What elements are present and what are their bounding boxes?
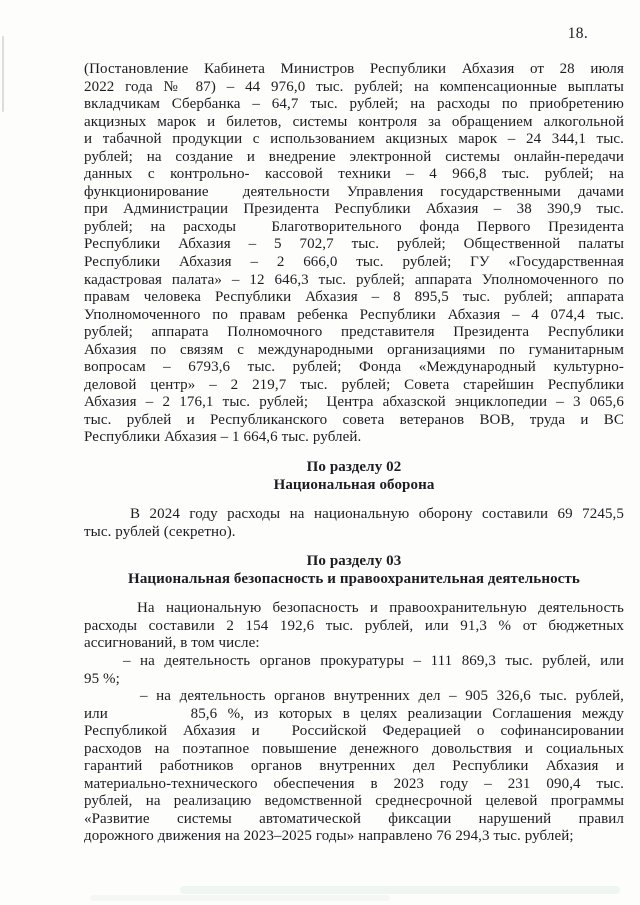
text-line: гарантий работников органов внутренних дел Республики Абхазия и — [84, 758, 624, 775]
paragraph — [84, 61, 624, 447]
text-line: деловой центр» – 2 219,7 тыс. рублей; Совета старейшин Республики — [84, 376, 624, 393]
heading-line: По разделу 03 — [306, 553, 402, 570]
scan-smudge-artifact — [90, 895, 390, 901]
heading-line: По разделу 02 — [306, 459, 402, 476]
text-line: – на деятельность органов внутренних дел – 905 326,6 тыс. рублей, — [140, 688, 624, 705]
text-line: вопросам – 6793,6 тыс. рублей; Фонда «Международный культурно- — [84, 359, 624, 376]
text-line: Республики Абхазия – 1 664,6 тыс. рублей. — [84, 429, 362, 446]
heading-line: Национальная оборона — [273, 476, 435, 493]
paragraph — [84, 600, 624, 653]
page-number: 18. — [567, 25, 588, 42]
text-line: правам человека Республики Абхазия – 8 895,5 тыс. рублей; аппарата — [84, 289, 624, 306]
text-line: «Развитие системы автоматической фиксации нарушений правил — [84, 810, 624, 827]
text-line: материально-технического обеспечения в 2023 году – 231 090,4 тыс. — [84, 775, 624, 792]
text-line: рублей, на реализацию ведомственной среднесрочной целевой программы — [84, 793, 624, 810]
text-line: Республики Абхазия – 5 702,7 тыс. рублей; Общественной палаты — [84, 236, 624, 253]
text-line: 2022 года № 87) – 44 976,0 тыс. рублей; на компенсационные выплаты — [84, 78, 624, 95]
text-line: дорожного движения на 2023–2025 годы» направлено 76 294,3 тыс. рублей; — [84, 828, 574, 845]
scan-edge-artifact — [2, 36, 4, 112]
text-line: вкладчикам Сбербанка – 64,7 тыс. рублей; на расходы по приобретению — [84, 96, 624, 113]
text-line: акцизных марок и билетов, системы контроля за обращением алкогольной — [84, 113, 624, 130]
text-line: – на деятельность органов прокуратуры – 111 869,3 тыс. рублей, или — [123, 652, 624, 669]
text-line: Абхазия – 2 176,1 тыс. рублей; Центра абхазской энциклопедии – 3 065,6 — [84, 394, 624, 411]
text-line: при Администрации Президента Республики Абхазия – 38 390,9 тыс. — [84, 201, 624, 218]
text-line: расходы составили 2 154 192,6 тыс. рублей, или 91,3 % от бюджетных — [84, 617, 624, 634]
document-body — [84, 61, 624, 846]
text-line: ассигнований, в том числе: — [84, 635, 260, 652]
text-line: данных с контрольно- кассовой техники – 4 966,8 тыс. рублей; на — [84, 166, 624, 183]
text-line: Абхазия по связям с международными организациями по гуманитарным — [84, 341, 624, 358]
section-heading — [84, 459, 624, 494]
text-line: Уполномоченного по правам ребенка Республики Абхазия – 4 074,4 тыс. — [84, 306, 624, 323]
text-line: рублей; на создание и внедрение электронной системы онлайн-передачи — [84, 148, 624, 165]
paragraph — [84, 688, 624, 846]
text-line: рублей; на расходы Благотворительного фонда Первого Президента — [84, 218, 624, 235]
text-line: или 85,6 %, из которых в целях реализации Соглашения между — [84, 705, 624, 722]
text-line: тыс. рублей (секретно). — [84, 523, 236, 540]
text-line: На национальную безопасность и правоохранительную деятельность — [137, 600, 624, 617]
text-line: рублей; аппарата Полномочного представителя Президента Республики — [84, 324, 624, 341]
text-line: 95 %; — [84, 670, 120, 687]
text-line: тыс. рублей и Республиканского совета ветеранов ВОВ, труда и ВС — [84, 411, 624, 428]
text-line: кадастровая палата» – 12 646,3 тыс. рублей; аппарата Уполномоченного по — [84, 271, 624, 288]
text-line: Республики Абхазия – 2 666,0 тыс. рублей; ГУ «Государственная — [84, 254, 624, 271]
paragraph — [84, 506, 624, 541]
paragraph — [84, 653, 624, 688]
text-line: расходов на поэтапное повышение денежного довольствия и социальных — [84, 740, 624, 757]
scan-smudge-artifact — [180, 886, 620, 894]
text-line: Республикой Абхазия и Российской Федерацией о софинансировании — [84, 723, 624, 740]
text-line: функционирование деятельности Управления государственными дачами — [84, 183, 624, 200]
text-line: (Постановление Кабинета Министров Республики Абхазия от 28 июля — [84, 61, 624, 77]
text-line: и табачной продукции с использованием акцизных марок – 24 344,1 тыс. — [84, 131, 624, 148]
section-heading — [84, 553, 624, 588]
heading-line: Национальная безопасность и правоохранительная деятельность — [128, 570, 580, 587]
text-line: В 2024 году расходы на национальную оборону составили 69 7245,5 — [130, 506, 624, 523]
